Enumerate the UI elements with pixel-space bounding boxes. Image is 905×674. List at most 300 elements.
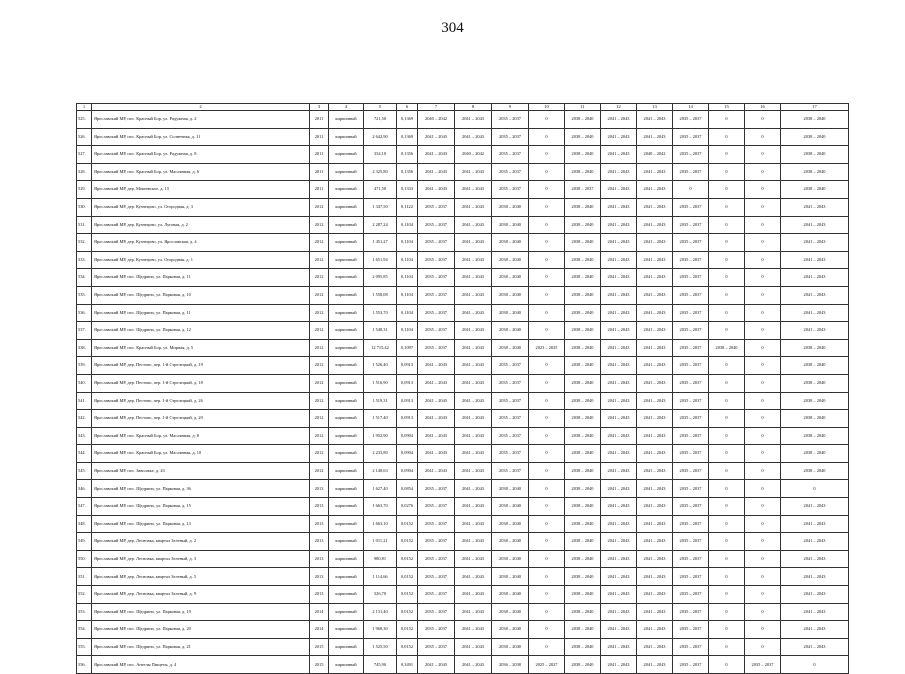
table-cell: 2038 – 2037	[565, 181, 601, 199]
table-cell: 2038 – 2040	[565, 304, 601, 322]
table-cell: 2041 – 2043	[455, 304, 492, 322]
table-cell: 0,0913	[397, 410, 418, 428]
row-number-cell: 539.	[77, 357, 92, 375]
table-cell: 2038 – 2040	[565, 427, 601, 445]
table-cell: 2041 – 2043	[601, 163, 637, 181]
column-header-16: 16	[745, 104, 781, 111]
table-cell: 2038 – 2040	[709, 339, 745, 357]
table-cell: 2035 – 2037	[418, 286, 455, 304]
row-number-cell: 527.	[77, 146, 92, 164]
table-cell: 526,70	[364, 586, 397, 604]
table-cell: 1 347,50	[364, 198, 397, 216]
table-row	[77, 621, 849, 639]
table-cell: кирпичный	[329, 339, 364, 357]
table-cell: 2041 – 2043	[601, 181, 637, 199]
table-cell: 2041 – 2043	[418, 462, 455, 480]
table-cell: 1 526,40	[364, 357, 397, 375]
table-cell: 0	[745, 163, 781, 181]
table-cell: 2038 – 2040	[565, 462, 601, 480]
address-cell: Ярославский МР, пос. Ангелы Пищеты, д. 4	[92, 656, 310, 674]
table-cell: 0	[709, 533, 745, 551]
table-cell: 2035 – 2037	[673, 304, 709, 322]
table-cell: 0,1122	[397, 198, 418, 216]
table-cell: 2035 – 2037	[418, 198, 455, 216]
table-cell: 2041 – 2043	[637, 181, 673, 199]
table-cell: 2038 – 2040	[781, 146, 849, 164]
table-cell: кирпичный	[329, 216, 364, 234]
table-cell: 2013	[310, 480, 329, 498]
table-cell: 2041 – 2043	[455, 322, 492, 340]
table-cell: 0	[709, 357, 745, 375]
table-cell: кирпичный	[329, 357, 364, 375]
table-cell: кирпичный	[329, 638, 364, 656]
table-cell: 2038 – 2040	[565, 251, 601, 269]
table-cell: 2041 – 2043	[455, 462, 492, 480]
table-cell: 0,0152	[397, 638, 418, 656]
table-cell: 2038 – 2040	[565, 216, 601, 234]
table-cell: 2041 – 2043	[781, 533, 849, 551]
table-cell: 2038 – 2040	[492, 251, 529, 269]
table-cell: 0,1104	[397, 234, 418, 252]
table-row	[77, 445, 849, 463]
table-cell: 2012	[310, 462, 329, 480]
row-number-cell: 553.	[77, 603, 92, 621]
table-cell: 2040 – 2042	[418, 111, 455, 129]
table-cell: 2035 – 2037	[418, 568, 455, 586]
table-cell: 2038 – 2040	[781, 163, 849, 181]
table-cell: 2041 – 2043	[637, 550, 673, 568]
table-cell: 0	[529, 568, 565, 586]
table-cell: 2023 – 2025	[529, 339, 565, 357]
table-cell: 2041 – 2043	[637, 638, 673, 656]
table-cell: 2041 – 2043	[637, 111, 673, 129]
table-cell: 2038 – 2040	[565, 621, 601, 639]
table-cell: 2011	[310, 181, 329, 199]
table-cell: 2012	[310, 304, 329, 322]
table-cell: 0	[529, 269, 565, 287]
table-cell: 2041 – 2043	[455, 621, 492, 639]
table-cell: 0	[745, 357, 781, 375]
table-cell: 2041 – 2043	[637, 656, 673, 674]
address-cell: Ярославский МР, пос. Красный Бор, ул. Солнечная, д. 11	[92, 128, 310, 146]
table-cell: кирпичный	[329, 286, 364, 304]
table-cell: 2041 – 2043	[601, 445, 637, 463]
table-cell: 2041 – 2043	[637, 410, 673, 428]
table-cell: 0,1104	[397, 216, 418, 234]
table-cell: 2038 – 2040	[565, 111, 601, 129]
table-cell: 0	[709, 128, 745, 146]
table-cell: 2012	[310, 357, 329, 375]
table-cell: кирпичный	[329, 621, 364, 639]
table-cell: 0	[529, 304, 565, 322]
table-cell: 0	[709, 251, 745, 269]
table-cell: 2041 – 2043	[455, 111, 492, 129]
address-cell: Ярославский МР, дер. Лесновка, квартал Зеленый, д. 2	[92, 533, 310, 551]
row-number-cell: 546.	[77, 480, 92, 498]
address-cell: Ярославский МР, пос. Красный Бор, ул. Маслянная, д. 8	[92, 427, 310, 445]
table-cell: 0	[745, 586, 781, 604]
table-cell: 721,50	[364, 111, 397, 129]
table-cell: 0	[709, 568, 745, 586]
address-cell: Ярославский МР, дер. Кузнецово, ул. Ярославская, д. 4	[92, 234, 310, 252]
table-cell: 2013	[310, 515, 329, 533]
table-cell: 0	[745, 392, 781, 410]
table-cell: 2041 – 2043	[781, 304, 849, 322]
table-cell: 2011	[310, 111, 329, 129]
table-cell: 2035 – 2037	[492, 181, 529, 199]
column-header-9: 9	[492, 104, 529, 111]
table-cell: 0	[529, 146, 565, 164]
table-cell: 2041 – 2043	[455, 392, 492, 410]
table-cell: 2041 – 2043	[455, 480, 492, 498]
table-cell: 2035 – 2037	[492, 163, 529, 181]
table-cell: 2013	[310, 568, 329, 586]
address-cell: Ярославский МР, пос. Щедрино, ул. Парковая, д. 11	[92, 269, 310, 287]
table-cell: 2038 – 2040	[781, 445, 849, 463]
table-cell: 2038 – 2040	[565, 515, 601, 533]
table-cell: 2041 – 2043	[455, 638, 492, 656]
table-cell: 2038 – 2040	[781, 374, 849, 392]
row-number-cell: 537.	[77, 322, 92, 340]
table-row	[77, 286, 849, 304]
table-row	[77, 568, 849, 586]
column-header-11: 11	[565, 104, 601, 111]
table-row	[77, 198, 849, 216]
table-cell: 2040 – 2042	[455, 146, 492, 164]
table-cell: 2041 – 2043	[418, 392, 455, 410]
table-cell: 0	[745, 111, 781, 129]
table-cell: 2041 – 2043	[637, 427, 673, 445]
row-number-cell: 550.	[77, 550, 92, 568]
row-number-cell: 530.	[77, 198, 92, 216]
row-number-cell: 533.	[77, 251, 92, 269]
table-cell: 0,0152	[397, 568, 418, 586]
table-cell: 2038 – 2040	[565, 339, 601, 357]
table-cell: 0,0913	[397, 374, 418, 392]
table-cell: 2038 – 2040	[565, 374, 601, 392]
table-cell: 2041 – 2043	[637, 251, 673, 269]
table-cell: 2013	[310, 586, 329, 604]
table-cell: 0,0152	[397, 515, 418, 533]
table-cell: 2013	[310, 533, 329, 551]
table-cell: 2038 – 2040	[492, 304, 529, 322]
table-cell: 0	[745, 286, 781, 304]
table-cell: 0,1104	[397, 322, 418, 340]
table-cell: 1 627,40	[364, 480, 397, 498]
table-cell: 0	[529, 111, 565, 129]
address-cell: Ярославский МР, пос. Щедрино, ул. Парковая, д. 21	[92, 638, 310, 656]
table-row	[77, 163, 849, 181]
table-cell: 0	[781, 480, 849, 498]
table-cell: 0	[745, 462, 781, 480]
table-cell: 0,1333	[397, 181, 418, 199]
table-cell: 2041 – 2043	[455, 427, 492, 445]
table-cell: 2035 – 2037	[673, 533, 709, 551]
table-cell: 0,0854	[397, 480, 418, 498]
table-cell: 2013	[310, 550, 329, 568]
table-cell: 2041 – 2043	[781, 568, 849, 586]
table-cell: 2038 – 2040	[492, 216, 529, 234]
table-cell: 2035 – 2037	[418, 216, 455, 234]
table-cell: 2038 – 2040	[781, 339, 849, 357]
table-cell: 2035 – 2037	[673, 374, 709, 392]
table-cell: кирпичный	[329, 533, 364, 551]
table-cell: 2041 – 2043	[637, 304, 673, 322]
table-cell: 2035 – 2037	[492, 357, 529, 375]
table-cell: 2012	[310, 392, 329, 410]
row-number-cell: 549.	[77, 533, 92, 551]
table-cell: 0,1356	[397, 146, 418, 164]
row-number-cell: 531.	[77, 216, 92, 234]
table-cell: 1 516,90	[364, 374, 397, 392]
table-cell: 0	[529, 357, 565, 375]
table-cell: 0,0152	[397, 586, 418, 604]
table-cell: 2012	[310, 269, 329, 287]
table-cell: кирпичный	[329, 427, 364, 445]
table-cell: 1 114,66	[364, 568, 397, 586]
table-cell: 0,0904	[397, 445, 418, 463]
table-cell: 2035 – 2037	[418, 480, 455, 498]
table-cell: 2041 – 2043	[418, 357, 455, 375]
table-cell: 2041 – 2043	[418, 410, 455, 428]
table-cell: 745,90	[364, 656, 397, 674]
table-cell: 0	[745, 638, 781, 656]
table-cell: 2 287,24	[364, 216, 397, 234]
table-cell: 2035 – 2037	[673, 234, 709, 252]
table-cell: 2038 – 2040	[492, 480, 529, 498]
table-cell: 2041 – 2043	[601, 357, 637, 375]
table-cell: 0	[745, 410, 781, 428]
table-cell: 0	[709, 304, 745, 322]
table-cell: 2038 – 2040	[781, 357, 849, 375]
table-cell: 0	[529, 515, 565, 533]
table-row	[77, 462, 849, 480]
table-row	[77, 357, 849, 375]
table-cell: кирпичный	[329, 198, 364, 216]
table-cell: 2041 – 2043	[601, 638, 637, 656]
table-row	[77, 427, 849, 445]
table-cell: 2041 – 2043	[601, 603, 637, 621]
table-cell: 0,3491	[397, 656, 418, 674]
table-cell: 2041 – 2043	[601, 462, 637, 480]
table-cell: 2038 – 2040	[565, 286, 601, 304]
table-cell: 2041 – 2043	[781, 234, 849, 252]
table-cell: 2038 – 2040	[565, 550, 601, 568]
table-cell: 2012	[310, 198, 329, 216]
table-cell: 0	[529, 586, 565, 604]
table-cell: 2035 – 2037	[673, 586, 709, 604]
table-cell: 2038 – 2040	[565, 445, 601, 463]
table-cell: кирпичный	[329, 251, 364, 269]
table-cell: кирпичный	[329, 322, 364, 340]
table-cell: 0,0904	[397, 427, 418, 445]
table-cell: 0	[709, 603, 745, 621]
table-cell: 2041 – 2043	[455, 533, 492, 551]
row-number-cell: 534.	[77, 269, 92, 287]
table-cell: 2041 – 2043	[455, 339, 492, 357]
table-cell: 0	[745, 251, 781, 269]
table-row	[77, 656, 849, 674]
table-cell: 2035 – 2037	[673, 339, 709, 357]
row-number-cell: 541.	[77, 392, 92, 410]
table-row	[77, 638, 849, 656]
address-cell: Ярославский МР, пос. Красный Бор, ул. Маслянная, д. 10	[92, 445, 310, 463]
address-cell: Ярославский МР, дер. Мокеевское, д. 15	[92, 181, 310, 199]
table-cell: 0	[529, 286, 565, 304]
table-cell: 2035 – 2037	[418, 515, 455, 533]
table-cell: 2041 – 2043	[637, 533, 673, 551]
table-row	[77, 111, 849, 129]
table-cell: 2041 – 2043	[637, 445, 673, 463]
table-cell: 2038 – 2040	[781, 111, 849, 129]
table-cell: 2025 – 2027	[529, 656, 565, 674]
table-cell: 0,0913	[397, 357, 418, 375]
table-cell: 980,81	[364, 550, 397, 568]
table-cell: 2041 – 2043	[781, 515, 849, 533]
table-cell: 2041 – 2043	[601, 515, 637, 533]
table-cell: 2035 – 2037	[492, 111, 529, 129]
table-row	[77, 339, 849, 357]
table-cell: 0	[745, 568, 781, 586]
table-cell: 2038 – 2040	[565, 392, 601, 410]
table-cell: 0	[529, 392, 565, 410]
table-cell: 0	[529, 445, 565, 463]
table-cell: 2038 – 2040	[492, 550, 529, 568]
address-cell: Ярославский МР, дер. Пестово, пер. 1-й Стрелецкий, д. 26	[92, 392, 310, 410]
table-cell: 0	[709, 286, 745, 304]
table-cell: 2035 – 2037	[673, 445, 709, 463]
table-cell: 1 952,90	[364, 427, 397, 445]
table-cell: 1 651,94	[364, 251, 397, 269]
table-cell: 0	[529, 163, 565, 181]
table-cell: 2038 – 2040	[781, 427, 849, 445]
table-cell: 0	[529, 181, 565, 199]
table-row	[77, 550, 849, 568]
table-header-row	[77, 104, 849, 111]
table-cell: 2038 – 2040	[492, 568, 529, 586]
table-cell: 0	[709, 269, 745, 287]
table-cell: 1 517,40	[364, 410, 397, 428]
table-cell: 334,10	[364, 146, 397, 164]
table-cell: кирпичный	[329, 163, 364, 181]
table-cell: 2035 – 2037	[492, 445, 529, 463]
table-cell: 2038 – 2040	[781, 462, 849, 480]
table-cell: 2041 – 2043	[781, 603, 849, 621]
table-cell: 0	[745, 550, 781, 568]
table-row	[77, 480, 849, 498]
table-cell: 0	[529, 550, 565, 568]
table-cell: 1 968,30	[364, 621, 397, 639]
row-number-cell: 536.	[77, 304, 92, 322]
table-cell: 2041 – 2043	[601, 374, 637, 392]
table-cell: 2041 – 2043	[637, 515, 673, 533]
column-header-6: 6	[397, 104, 418, 111]
column-header-3: 3	[310, 104, 329, 111]
table-cell: 2035 – 2037	[673, 427, 709, 445]
table-cell: 2012	[310, 234, 329, 252]
table-cell: кирпичный	[329, 498, 364, 516]
table-cell: 0	[745, 603, 781, 621]
table-cell: 2038 – 2040	[492, 286, 529, 304]
table-cell: кирпичный	[329, 410, 364, 428]
table-cell: 2041 – 2043	[637, 498, 673, 516]
table-cell: 2035 – 2037	[492, 427, 529, 445]
table-cell: 2041 – 2043	[781, 286, 849, 304]
table-cell: 2041 – 2043	[781, 216, 849, 234]
table-cell: 2038 – 2040	[492, 198, 529, 216]
table-cell: 2041 – 2043	[781, 269, 849, 287]
table-row	[77, 498, 849, 516]
table-cell: 0,0276	[397, 498, 418, 516]
table-cell: 2041 – 2043	[601, 533, 637, 551]
table-cell: 2041 – 2043	[455, 269, 492, 287]
table-cell: 0	[745, 234, 781, 252]
table-cell: 2040 – 2042	[637, 146, 673, 164]
table-cell: 2038 – 2040	[492, 621, 529, 639]
column-header-7: 7	[418, 104, 455, 111]
table-cell: 2035 – 2037	[673, 198, 709, 216]
address-cell: Ярославский МР, пос. Щедрино, ул. Парковая, д. 19	[92, 603, 310, 621]
table-cell: 2041 – 2043	[781, 638, 849, 656]
table-cell: 2041 – 2043	[637, 603, 673, 621]
table-cell: 2041 – 2043	[781, 198, 849, 216]
table-cell: 2012	[310, 410, 329, 428]
table-cell: 0	[529, 234, 565, 252]
table-cell: 2041 – 2043	[601, 198, 637, 216]
table-cell: 2035 – 2037	[418, 603, 455, 621]
table-cell: 2041 – 2043	[601, 304, 637, 322]
table-cell: 1 011,21	[364, 533, 397, 551]
table-cell: кирпичный	[329, 234, 364, 252]
table-cell: 2035 – 2037	[673, 603, 709, 621]
table-cell: 0	[529, 322, 565, 340]
table-cell: 0,1097	[397, 339, 418, 357]
table-cell: 0	[745, 445, 781, 463]
table-cell: 2035 – 2037	[492, 392, 529, 410]
table-cell: 2035 – 2037	[673, 638, 709, 656]
table-cell: 2041 – 2043	[637, 163, 673, 181]
table-cell: кирпичный	[329, 392, 364, 410]
table-cell: 2041 – 2043	[601, 480, 637, 498]
table-cell: 2 095,85	[364, 269, 397, 287]
table-cell: 2041 – 2043	[637, 269, 673, 287]
table-cell: 0,0913	[397, 392, 418, 410]
table-cell: 0	[529, 251, 565, 269]
table-cell: 2041 – 2043	[418, 445, 455, 463]
table-cell: кирпичный	[329, 568, 364, 586]
table-cell: 2038 – 2040	[565, 163, 601, 181]
table-cell: 0	[745, 533, 781, 551]
table-row	[77, 533, 849, 551]
table-cell: 2041 – 2043	[637, 198, 673, 216]
table-row	[77, 181, 849, 199]
table-cell: 2041 – 2043	[637, 392, 673, 410]
table-cell: 2038 – 2040	[492, 498, 529, 516]
table-cell: 2041 – 2043	[601, 621, 637, 639]
table-cell: 0	[745, 181, 781, 199]
column-header-17: 17	[781, 104, 849, 111]
table-row	[77, 234, 849, 252]
table-cell: 2038 – 2040	[565, 480, 601, 498]
table-cell: 2038 – 2040	[565, 322, 601, 340]
table-cell: 2041 – 2043	[781, 550, 849, 568]
table-cell: 0	[529, 498, 565, 516]
table-row	[77, 392, 849, 410]
table-cell: 0,1369	[397, 128, 418, 146]
table-cell: 2 131,40	[364, 603, 397, 621]
table-cell: 0,0904	[397, 462, 418, 480]
table-cell: 2041 – 2043	[601, 410, 637, 428]
